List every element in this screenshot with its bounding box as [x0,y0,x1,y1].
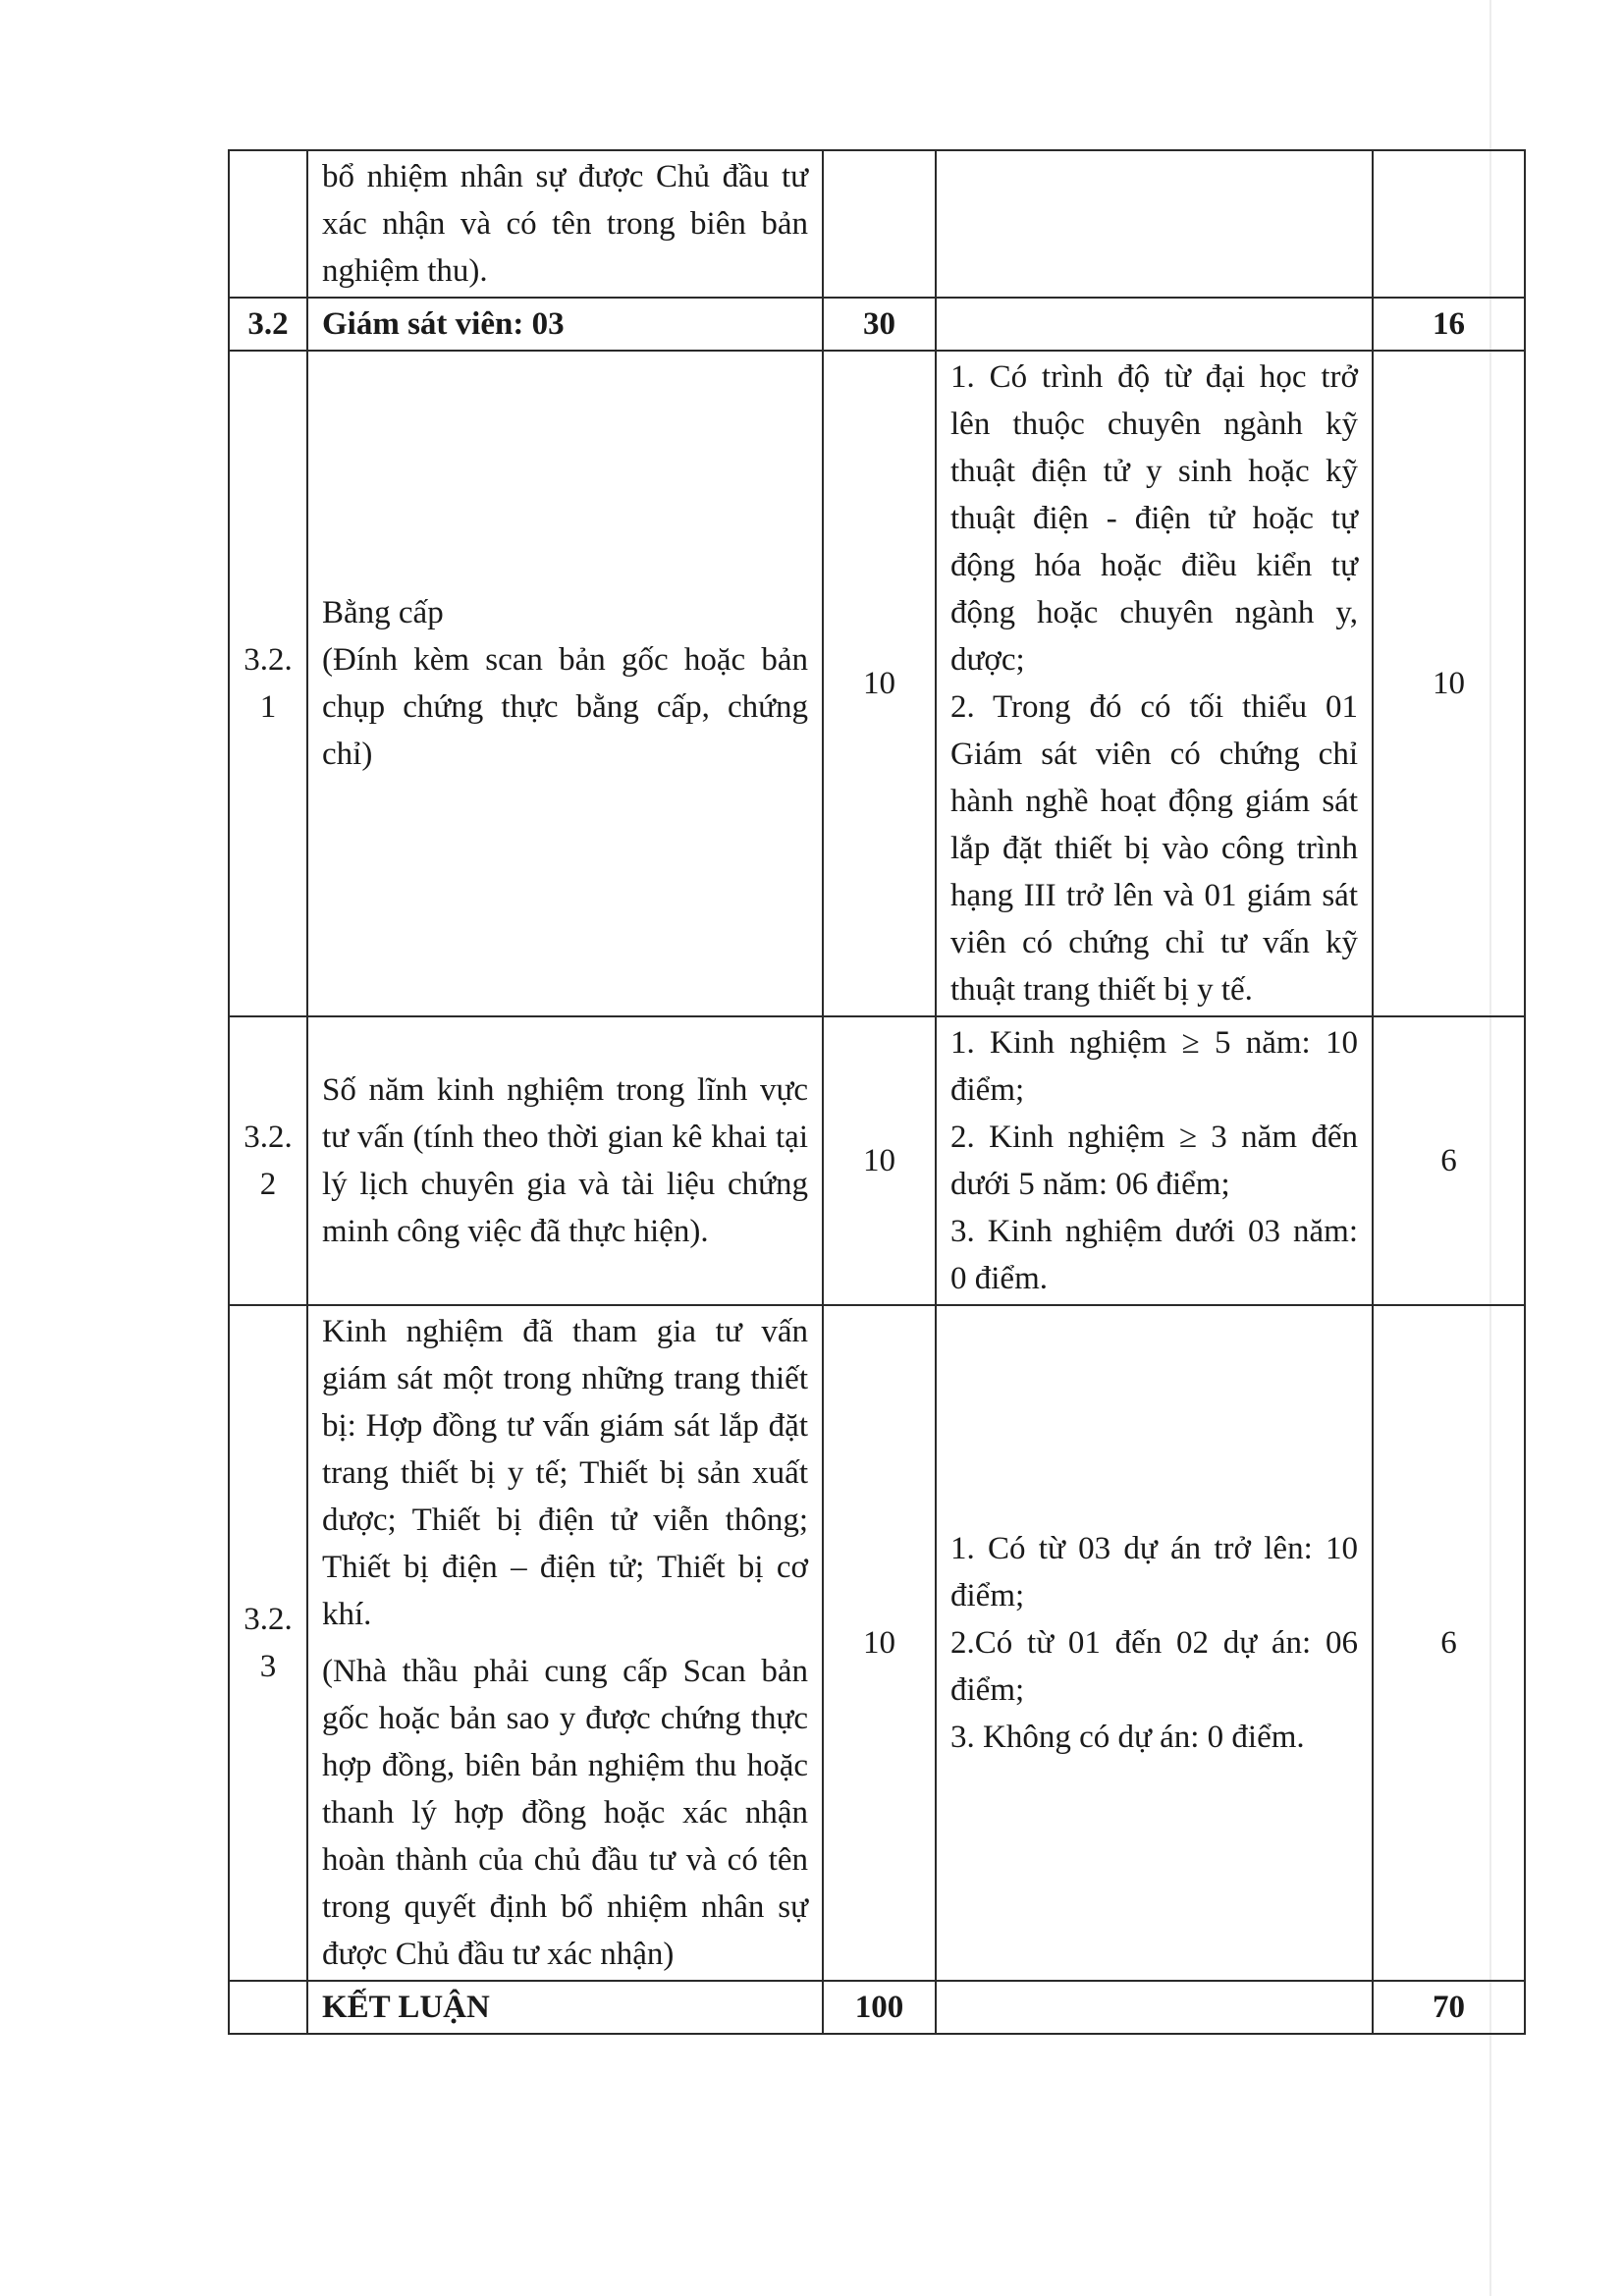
table-row [229,1305,1525,1981]
conclusion-row [229,1981,1525,2034]
row-number-cell: 3.2. 3 [229,1305,307,1981]
section-row [229,298,1525,351]
criterion-cell: Bằng cấp (Đính kèm scan bản gốc hoặc bản chụp chứng thực bằng cấp, chứng chỉ) [307,351,823,1016]
detail-cell [936,1981,1373,2034]
criterion-cell: bổ nhiệm nhân sự được Chủ đầu tư xác nhận và có tên trong biên bản nghiệm thu). [307,150,823,298]
conclusion-score: 70 [1373,1981,1525,2034]
conclusion-title: KẾT LUẬN [307,1981,823,2034]
max-score-cell: 10 [823,1305,936,1981]
continuation-row [229,150,1525,298]
evaluation-table [228,149,1526,2035]
criterion-text: Kinh nghiệm đã tham gia tư vấn giám sát một trong những trang thiết bị: Hợp đồng tư vấn giám sát lắp đặt trang thiết bị y tế; Thiết bị sản xuất dược; Thiết bị điện tử viễn thông; Thiết bị điện – điện tử; Thiết bị cơ khí. [322,1314,808,1632]
score-cell: 6 [1373,1305,1525,1981]
section-number: 3.2 [229,298,307,351]
section-max-score: 30 [823,298,936,351]
max-score-cell: 10 [823,351,936,1016]
table-row [229,351,1525,1016]
row-number-cell: 3.2. 1 [229,351,307,1016]
row-number-cell: 3.2. 2 [229,1016,307,1305]
criterion-note: (Nhà thầu phải cung cấp Scan bản gốc hoặc bản sao y được chứng thực hợp đồng, biên bản nghiệm thu hoặc thanh lý hợp đồng hoặc xác nhận hoàn thành của chủ đầu tư và có tên trong quyết định bổ nhiệm nhân sự được Chủ đầu tư xác nhận) [322,1654,808,1972]
criterion-cell [307,1305,823,1981]
row-number-cell [229,150,307,298]
detail-cell: 1. Kinh nghiệm ≥ 5 năm: 10 điểm; 2. Kinh nghiệm ≥ 3 năm đến dưới 5 năm: 06 điểm; 3. Kinh nghiệm dưới 03 năm: 0 điểm. [936,1016,1373,1305]
score-cell: 10 [1373,351,1525,1016]
detail-cell [936,150,1373,298]
score-cell: 6 [1373,1016,1525,1305]
detail-cell [936,298,1373,351]
table-row [229,1016,1525,1305]
max-score-cell [823,150,936,298]
section-score: 16 [1373,298,1525,351]
detail-cell: 1. Có từ 03 dự án trở lên: 10 điểm; 2.Có từ 01 đến 02 dự án: 06 điểm; 3. Không có dự án: 0 điểm. [936,1305,1373,1981]
score-cell [1373,150,1525,298]
max-score-cell: 10 [823,1016,936,1305]
criterion-cell: Số năm kinh nghiệm trong lĩnh vực tư vấn (tính theo thời gian kê khai tại lý lịch chuyên gia và tài liệu chứng minh công việc đã thực hiện). [307,1016,823,1305]
row-number-cell [229,1981,307,2034]
conclusion-max-score: 100 [823,1981,936,2034]
detail-cell: 1. Có trình độ từ đại học trở lên thuộc chuyên ngành kỹ thuật điện tử y sinh hoặc kỹ thuật điện - điện tử hoặc tự động hóa hoặc điều kiển tự động hoặc chuyên ngành y, dược; 2. Trong đó có tối thiểu 01 Giám sát viên có chứng chỉ hành nghề hoạt động giám sát lắp đặt thiết bị vào công trình hạng III trở lên và 01 giám sát viên có chứng chỉ tư vấn kỹ thuật trang thiết bị y tế. [936,351,1373,1016]
section-title: Giám sát viên: 03 [307,298,823,351]
